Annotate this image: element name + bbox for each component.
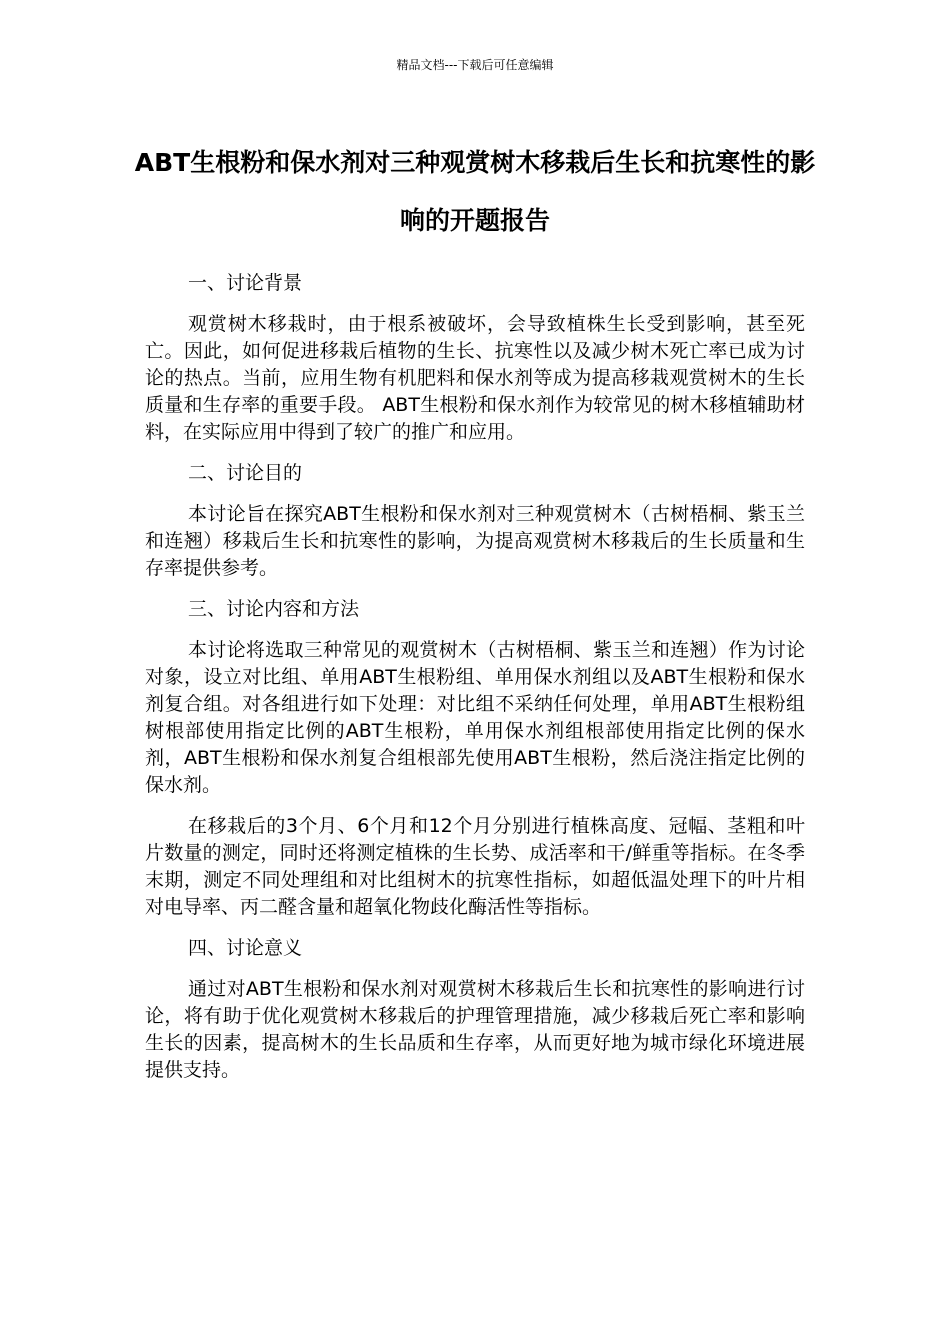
paragraph: 观赏树木移栽时，由于根系被破坏，会导致植株生长受到影响，甚至死亡。因此，如何促进移栽后植物的生长、抗寒性以及减少树木死亡率已成为讨论的热点。当前，应用生物有机肥料和保水剂等成为提高移栽观赏树木的生长质量和生存率的重要手段。 ABT生根粉和保水剂作为较常见的树木移植辅助材料，在实际应用中得到了较广的推广和应用。 — [145, 313, 805, 443]
header-note: 精品文档---下载后可任意编辑 — [396, 58, 554, 72]
section-heading: 二、讨论目的 — [188, 462, 303, 484]
section-purpose — [145, 460, 805, 582]
paragraph: 本讨论将选取三种常见的观赏树木（古树梧桐、紫玉兰和连翘）作为讨论对象，设立对比组、单用ABT生根粉组、单用保水剂组以及ABT生根粉和保水剂复合组。对各组进行如下处理：对比组不采纳任何处理，单用ABT生根粉组树根部使用指定比例的ABT生根粉，单用保水剂组根部使用指定比例的保水剂，ABT生根粉和保水剂复合组根部先使用ABT生根粉，然后浇注指定比例的保水剂。 — [145, 639, 805, 796]
document-body — [145, 270, 805, 1098]
section-heading: 三、讨论内容和方法 — [188, 598, 360, 620]
paragraph: 在移栽后的3个月、6个月和12个月分别进行植株高度、冠幅、茎粗和叶片数量的测定，同时还将测定植株的生长势、成活率和干/鲜重等指标。在冬季末期，测定不同处理组和对比组树木的抗寒性指标，如超低温处理下的叶片相对电导率、丙二醛含量和超氧化物歧化酶活性等指标。 — [145, 815, 805, 918]
document-title: ABT生根粉和保水剂对三种观赏树木移栽后生长和抗寒性的影响的开题报告 — [134, 148, 816, 235]
section-content-methods — [145, 596, 805, 921]
paragraph: 本讨论旨在探究ABT生根粉和保水剂对三种观赏树木（古树梧桐、紫玉兰和连翘）移栽后生长和抗寒性的影响，为提高观赏树木移栽后的生长质量和生存率提供参考。 — [145, 503, 805, 579]
section-background — [145, 270, 805, 446]
paragraph: 通过对ABT生根粉和保水剂对观赏树木移栽后生长和抗寒性的影响进行讨论，将有助于优化观赏树木移栽后的护理管理措施，减少移栽后死亡率和影响生长的因素，提高树木的生长品质和生存率，从而更好地为城市绿化环境进展提供支持。 — [145, 978, 805, 1081]
section-heading: 一、讨论背景 — [188, 272, 303, 294]
section-heading: 四、讨论意义 — [188, 937, 303, 959]
section-significance — [145, 935, 805, 1084]
